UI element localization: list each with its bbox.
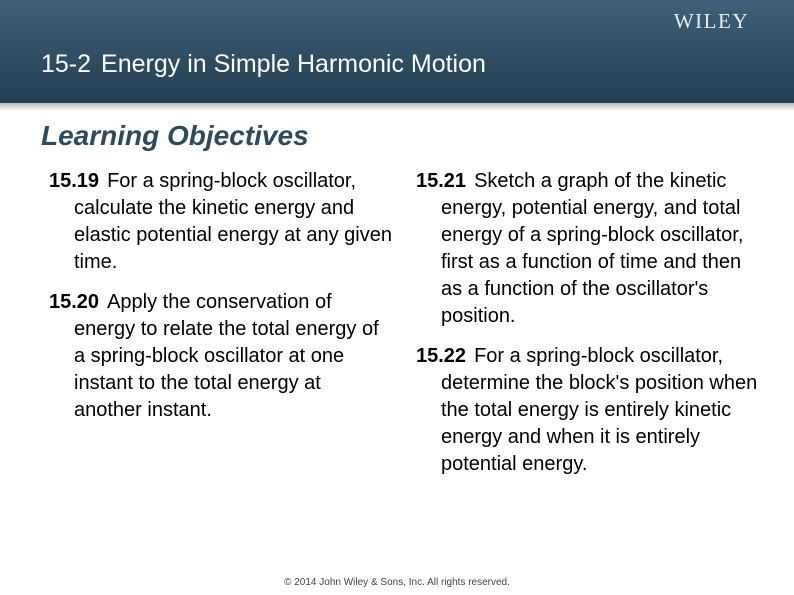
- objective-item: [49, 168, 394, 276]
- objective-text: For a spring-block oscillator, determine the block's position when the total energy is entirely kinetic energy and when it is entirely potential energy.: [441, 345, 758, 475]
- objective-text: For a spring-block oscillator, calculate the kinetic energy and elastic potential energy at any given time.: [74, 170, 392, 273]
- objective-code: 15.22: [416, 345, 467, 367]
- objectives-right-column: [416, 168, 761, 478]
- objective-text: Apply the conservation of energy to relate the total energy of a spring-block oscillator at one instant to the total energy at another instant.: [74, 291, 379, 421]
- objective-text: Sketch a graph of the kinetic energy, potential energy, and total energy of a spring-block oscillator, first as a function of time and then as a function of the oscillator's position.: [441, 170, 744, 327]
- objective-code: 15.19: [49, 170, 100, 192]
- section-title: Energy in Simple Harmonic Motion: [101, 50, 486, 78]
- objective-item: [416, 168, 761, 330]
- objective-code: 15.21: [416, 170, 467, 192]
- copyright-footer: © 2014 John Wiley & Sons, Inc. All rights reserved.: [284, 577, 510, 588]
- page-title: [41, 50, 486, 79]
- objectives-left-column: [49, 168, 394, 424]
- header-shadow: [0, 103, 794, 111]
- objective-item: [416, 343, 761, 478]
- objective-item: [49, 289, 394, 424]
- section-number: 15-2: [41, 50, 92, 78]
- learning-objectives-heading: Learning Objectives: [41, 120, 309, 151]
- objective-code: 15.20: [49, 291, 100, 313]
- header-bar: [0, 0, 794, 103]
- wiley-logo: WILEY: [673, 9, 749, 33]
